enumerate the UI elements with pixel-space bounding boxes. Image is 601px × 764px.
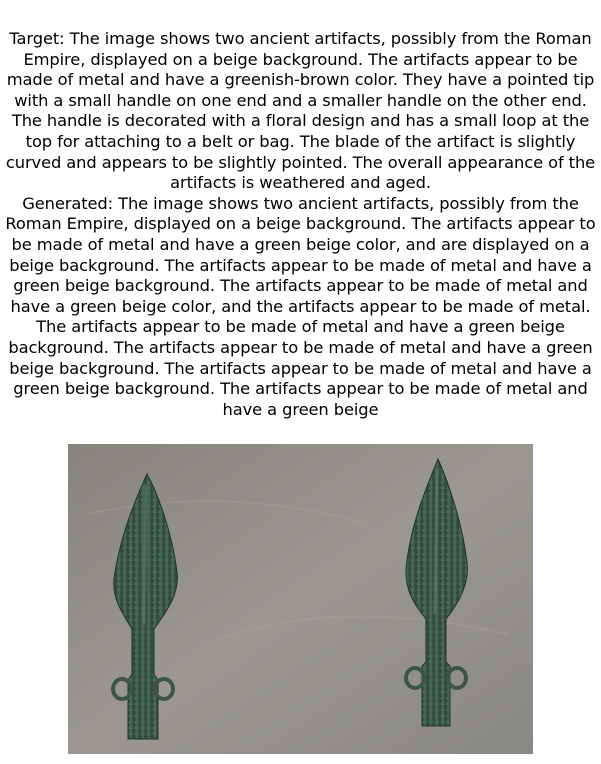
generated-caption: Generated: The image shows two ancient artifacts, possibly from the Roman Empire, displayed on a beige background. The artifacts appear to be made of metal and have a green beige color, and are displayed on a beige background. The artifacts appear to be made of metal and have a green beige background. The artifacts appear to be made of metal and have a green beige color, and the artifacts appear to be made of metal. The artifacts appear to be made of metal and have a green beige background. The artifacts appear to be made of metal and have a green beige background. The artifacts appear to be made of metal and have a green beige background. The artifacts appear to be made of metal and have a green beige bbox=[5, 193, 596, 419]
caption-block bbox=[0, 29, 601, 420]
target-caption: Target: The image shows two ancient artifacts, possibly from the Roman Empire, displayed on a beige background. The artifacts appear to be made of metal and have a greenish-brown color. They have a pointed tip with a small handle on one end and a smaller handle on the other end. The handle is decorated with a floral design and has a small loop at the top for attaching to a belt or bag. The blade of the artifact is slightly curved and appears to be slightly pointed. The overall appearance of the artifacts is weathered and aged. bbox=[5, 29, 596, 193]
artifact-photo bbox=[68, 444, 533, 754]
